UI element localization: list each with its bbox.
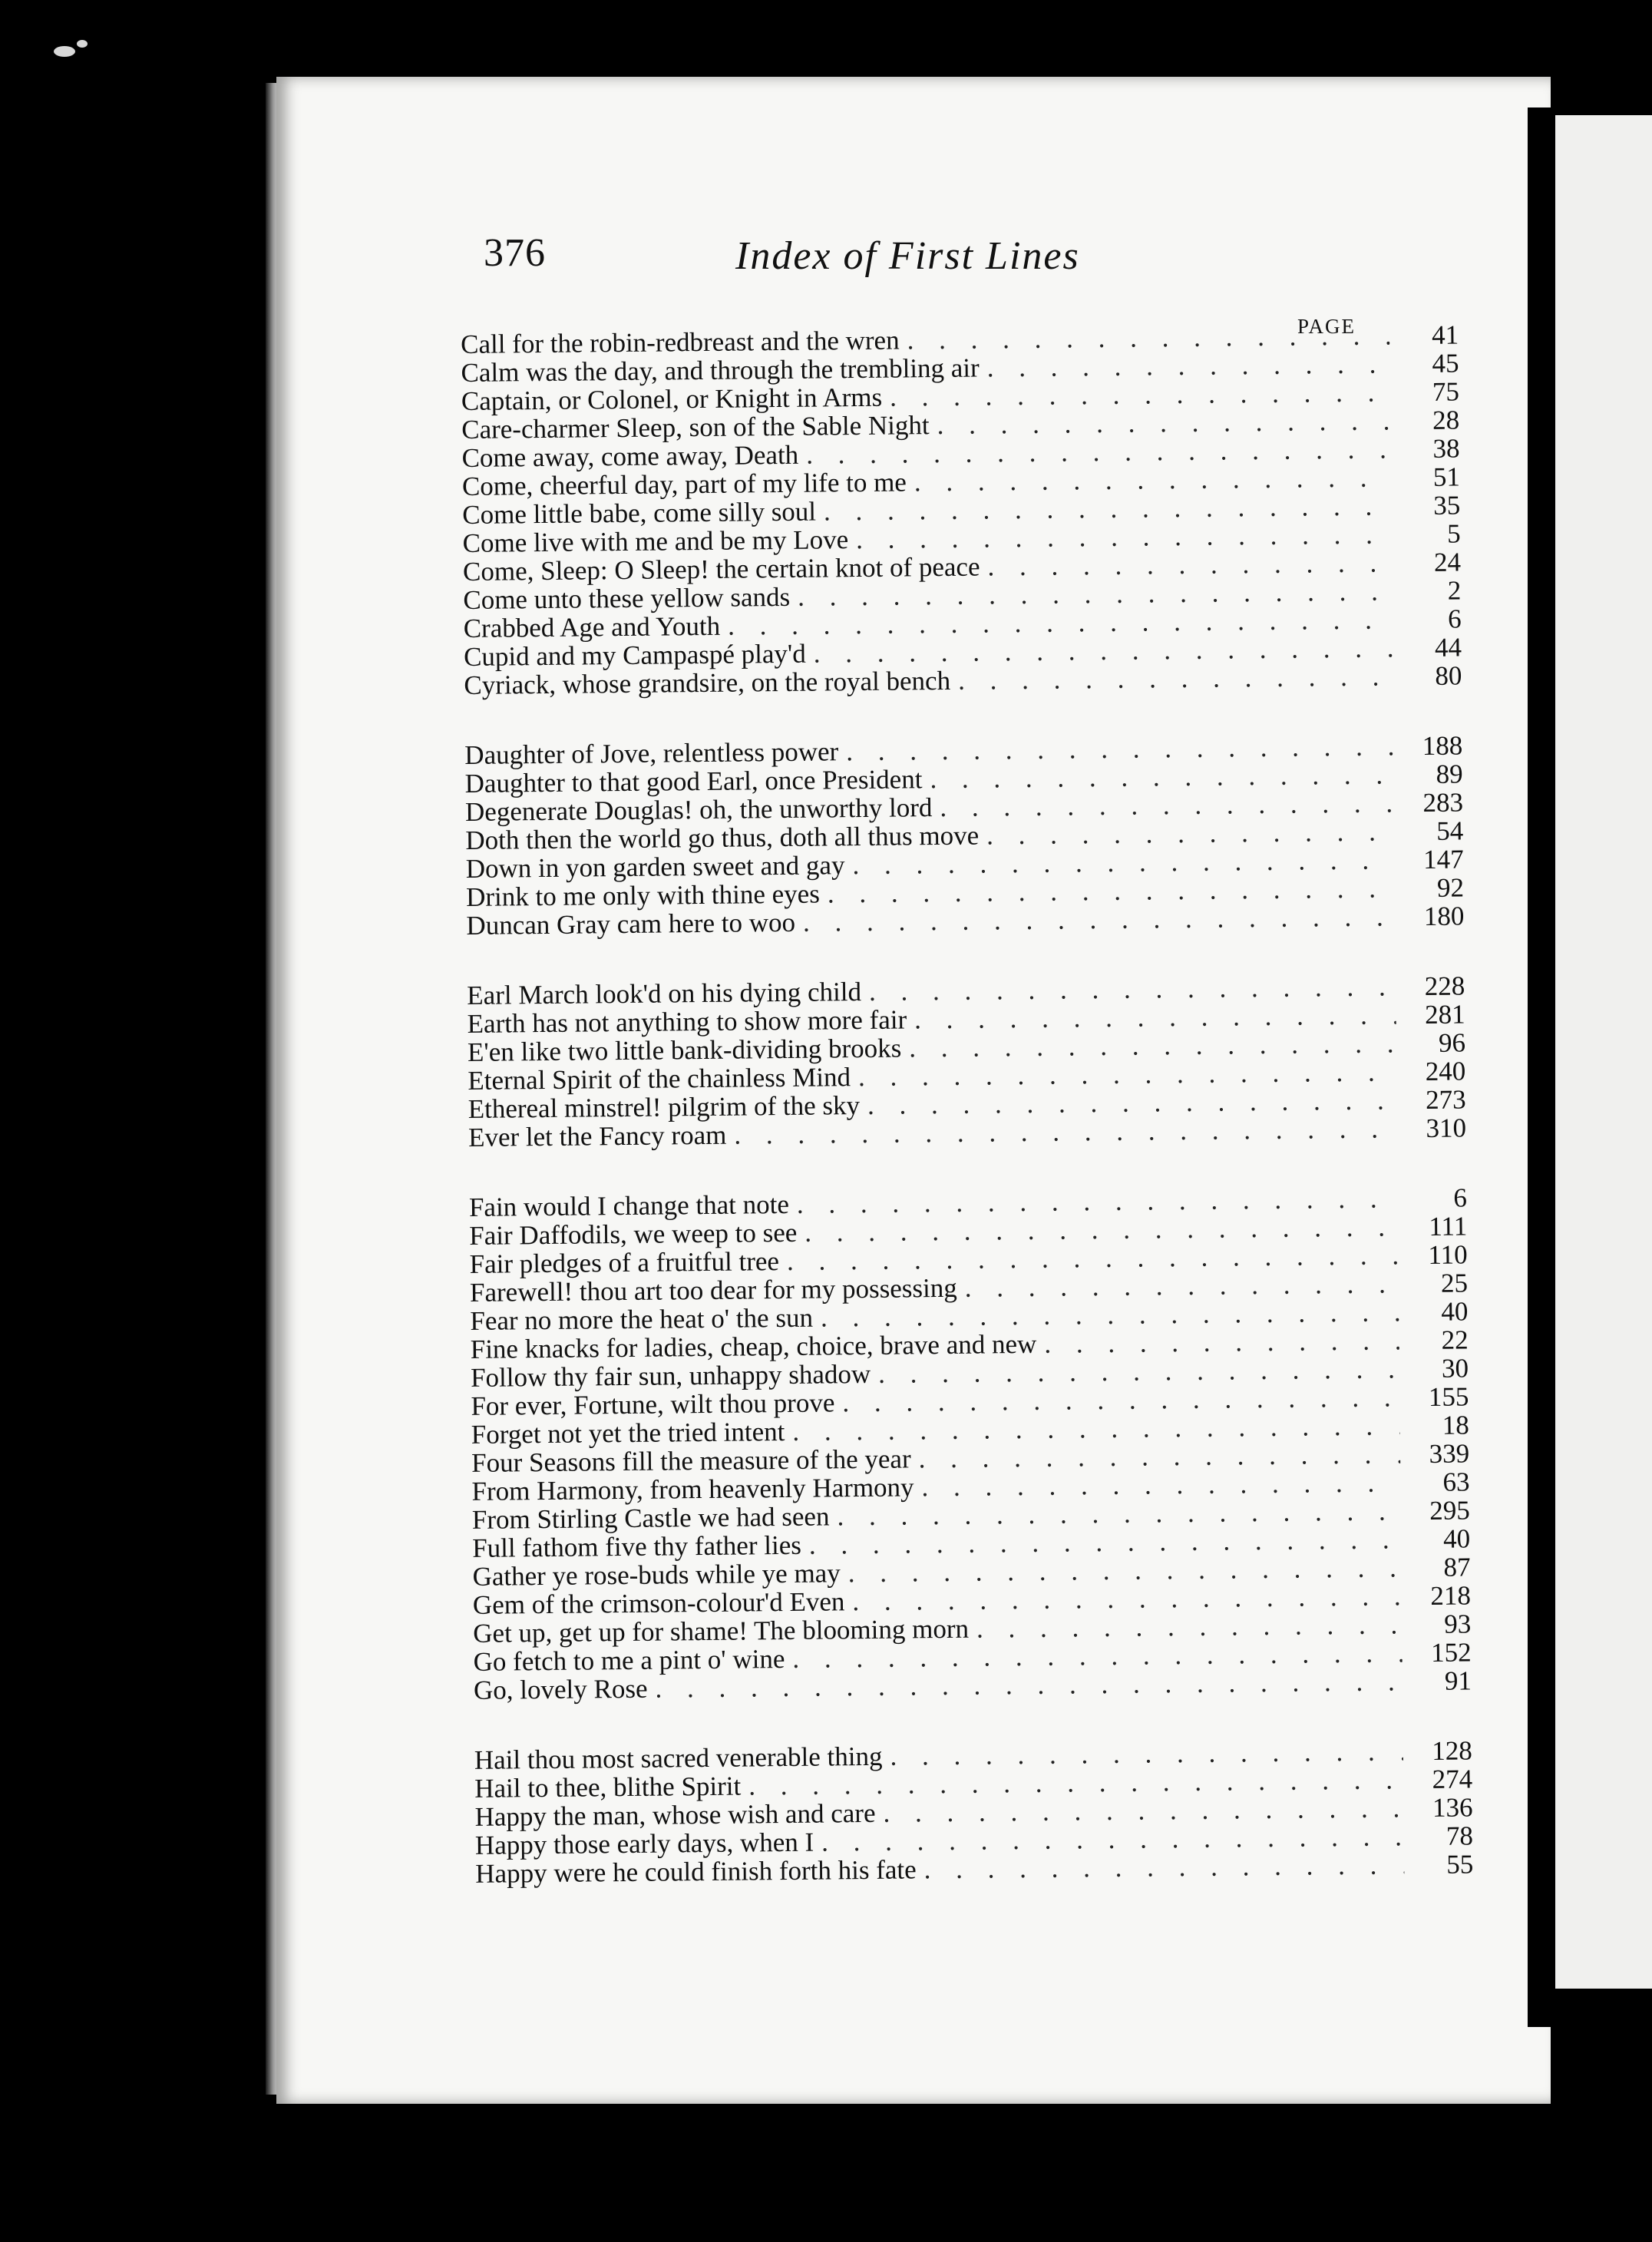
page-ref: 54 (1436, 815, 1464, 846)
page-ref: 55 (1446, 1849, 1474, 1880)
page-ref: 6 (1447, 603, 1462, 634)
page-ref: 5 (1446, 518, 1461, 549)
page-ref: 44 (1434, 632, 1462, 663)
first-line-text: Cyriack, whose grandsire, on the royal bench (464, 665, 951, 700)
first-line-text: Follow thy fair sun, unhappy shadow (470, 1358, 871, 1393)
page-ref: 93 (1444, 1609, 1472, 1639)
dot-leader (976, 1610, 1403, 1642)
first-line-text: Fair Daffodils, we weep to see (469, 1217, 798, 1251)
page-ref: 240 (1425, 1056, 1466, 1086)
first-line-text: Come, Sleep: O Sleep! the certain knot of peace (462, 551, 980, 587)
book-page (276, 77, 1551, 2104)
first-line-text: Drink to me only with thine eyes (465, 878, 821, 912)
dot-leader (921, 1468, 1400, 1501)
first-line-text: Degenerate Douglas! oh, the unworthy lord (464, 792, 933, 827)
page-ref: 180 (1423, 901, 1465, 931)
first-line-text: Happy were he could finish forth his fate (475, 1854, 917, 1889)
first-line-text: Happy the man, whose wish and care (474, 1797, 876, 1832)
first-line-text: Get up, get up for shame! The blooming morn (473, 1613, 970, 1648)
dot-leader (930, 760, 1394, 793)
dot-leader (890, 1737, 1403, 1770)
dot-leader (890, 378, 1390, 411)
first-line-text: Fain would I change that note (468, 1189, 790, 1222)
scan-speck (54, 46, 75, 57)
page-ref: 87 (1443, 1552, 1471, 1582)
page-ref: 25 (1440, 1268, 1469, 1298)
dot-leader (914, 1000, 1396, 1033)
index-letter-group (461, 321, 1462, 699)
dot-leader (909, 1029, 1396, 1062)
first-line-text: Cupid and my Campaspé play'd (463, 638, 806, 672)
dot-leader (655, 1667, 1403, 1702)
page-ref: 30 (1441, 1353, 1469, 1384)
page-ref: 110 (1428, 1239, 1468, 1270)
first-line-text: E'en like two little bank-dividing brooks (467, 1033, 902, 1067)
page-ref: 136 (1432, 1792, 1473, 1823)
first-line-text: From Stirling Castle we had seen (471, 1501, 830, 1535)
page-ref: 152 (1430, 1637, 1472, 1668)
page-column-label: PAGE (1297, 315, 1356, 338)
page-ref: 38 (1432, 433, 1460, 464)
dot-leader (914, 463, 1391, 496)
page-ref: 274 (1432, 1764, 1473, 1794)
page-ref: 75 (1432, 376, 1460, 407)
dot-leader (907, 321, 1389, 354)
dot-leader (803, 902, 1396, 936)
page-ref: 40 (1441, 1296, 1469, 1327)
first-line-text: Daughter of Jove, relentless power (464, 736, 839, 770)
page-ref: 96 (1438, 1027, 1466, 1058)
page-ref: 22 (1441, 1324, 1469, 1355)
page-ref: 35 (1433, 490, 1461, 521)
first-line-text: Gem of the crimson-colour'd Even (472, 1586, 845, 1620)
page-ref: 283 (1422, 787, 1464, 818)
page-ref: 92 (1436, 872, 1465, 903)
first-line-text: Forget not yet the tried intent (471, 1417, 785, 1450)
first-line-text: Captain, or Colonel, or Knight in Arms (461, 382, 883, 416)
first-line-text: Ever let the Fancy roam (468, 1119, 727, 1152)
page-ref: 111 (1429, 1211, 1468, 1242)
first-line-text: Earth has not anything to show more fair (467, 1004, 907, 1039)
index-letter-group (464, 731, 1464, 939)
dot-leader (958, 662, 1393, 694)
page-ref: 28 (1432, 405, 1460, 435)
page-ref: 310 (1426, 1113, 1467, 1143)
first-line-text: Happy those early days, when I (474, 1827, 814, 1860)
dot-leader (734, 1114, 1397, 1149)
first-line-text: Earl March look'd on his dying child (467, 977, 862, 1010)
page-ref: 18 (1442, 1410, 1469, 1440)
first-line-text: Gather ye rose-buds while ye may (472, 1558, 841, 1592)
page-ref: 45 (1432, 348, 1459, 379)
page-ref: 281 (1424, 999, 1465, 1030)
dot-leader (924, 1850, 1405, 1883)
dot-leader (987, 548, 1392, 580)
facing-page-gutter (1528, 107, 1555, 2027)
first-line-text: Call for the robin-redbreast and the wren (460, 325, 900, 359)
page-ref: 2 (1447, 575, 1462, 606)
first-line-text: Farewell! thou art too dear for my possessing (469, 1272, 957, 1308)
page-ref: 339 (1429, 1438, 1470, 1469)
dot-leader (965, 1269, 1399, 1301)
page-ref: 91 (1444, 1665, 1472, 1696)
page-header (484, 223, 1405, 292)
page-ref: 51 (1432, 461, 1461, 492)
page-ref: 218 (1430, 1580, 1472, 1611)
page-ref: 89 (1436, 759, 1463, 789)
page-ref: 40 (1442, 1523, 1471, 1554)
page-number: 376 (484, 231, 546, 275)
first-line-text: Eternal Spirit of the chainless Mind (468, 1062, 851, 1096)
first-line-text: Care-charmer Sleep, son of the Sable Night (461, 410, 930, 445)
page-ref: 295 (1429, 1495, 1471, 1526)
first-line-text: Fair pledges of a fruitful tree (469, 1246, 780, 1279)
first-line-text: Ethereal minstrel! pilgrim of the sky (468, 1090, 861, 1124)
dot-leader (937, 406, 1390, 439)
index-letter-group (467, 971, 1466, 1151)
page-ref: 78 (1446, 1820, 1474, 1851)
running-title: Index of First Lines (735, 234, 1080, 278)
page-ref: 6 (1453, 1182, 1468, 1213)
dot-leader (986, 817, 1395, 849)
first-line-text: Come away, come away, Death (461, 439, 799, 473)
first-line-text: Four Seasons fill the measure of the year (471, 1443, 911, 1478)
first-line-text: Duncan Gray cam here to woo (466, 907, 796, 941)
index-letter-group (469, 1183, 1472, 1704)
first-line-text: Come live with me and be my Love (462, 524, 849, 558)
first-line-text: Daughter to that good Earl, once President (464, 764, 923, 799)
first-line-text: Hail to thee, blithe Spirit (474, 1771, 742, 1804)
first-line-text: Fear no more the heat o' the sun (470, 1302, 814, 1336)
index-letter-group (474, 1736, 1474, 1887)
first-line-text: Hail thou most sacred venerable thing (474, 1741, 883, 1775)
first-line-text: Go, lovely Rose (473, 1673, 648, 1705)
page-ref: 41 (1431, 319, 1459, 350)
first-line-text: Go fetch to me a pint o' wine (473, 1644, 785, 1677)
first-line-text: Come, cheerful day, part of my life to me (461, 467, 907, 501)
first-line-text: Doth then the world go thus, doth all thus move (465, 820, 980, 855)
dot-leader (987, 349, 1390, 382)
dot-leader (918, 1440, 1400, 1473)
page-ref: 24 (1433, 547, 1462, 577)
first-line-text: Calm was the day, and through the trembling air (461, 352, 980, 388)
first-line-text: For ever, Fortune, wilt thou prove (471, 1387, 835, 1421)
facing-page-sliver (1555, 115, 1652, 1989)
first-line-text: From Harmony, from heavenly Harmony (471, 1472, 914, 1506)
first-line-text: Come unto these yellow sands (463, 581, 791, 615)
first-line-text: Crabbed Age and Youth (463, 610, 721, 643)
first-lines-index (461, 321, 1474, 1930)
first-line-text: Down in yon garden sweet and gay (465, 850, 845, 884)
page-ref: 155 (1428, 1381, 1469, 1412)
first-line-text: Full fathom five thy father lies (472, 1529, 802, 1563)
dot-leader (1044, 1326, 1399, 1357)
page-ref: 273 (1425, 1084, 1466, 1115)
page-ref: 63 (1442, 1467, 1470, 1497)
first-line-text: Fine knacks for ladies, cheap, choice, brave and new (470, 1328, 1037, 1364)
scan-speck (77, 40, 88, 48)
page-ref: 128 (1432, 1735, 1473, 1766)
page-ref: 228 (1424, 971, 1465, 1001)
page-ref: 188 (1422, 730, 1463, 761)
first-line-text: Come little babe, come silly soul (462, 496, 817, 530)
page-ref: 147 (1422, 844, 1464, 875)
dot-leader (940, 789, 1394, 822)
page-ref: 80 (1435, 660, 1462, 691)
